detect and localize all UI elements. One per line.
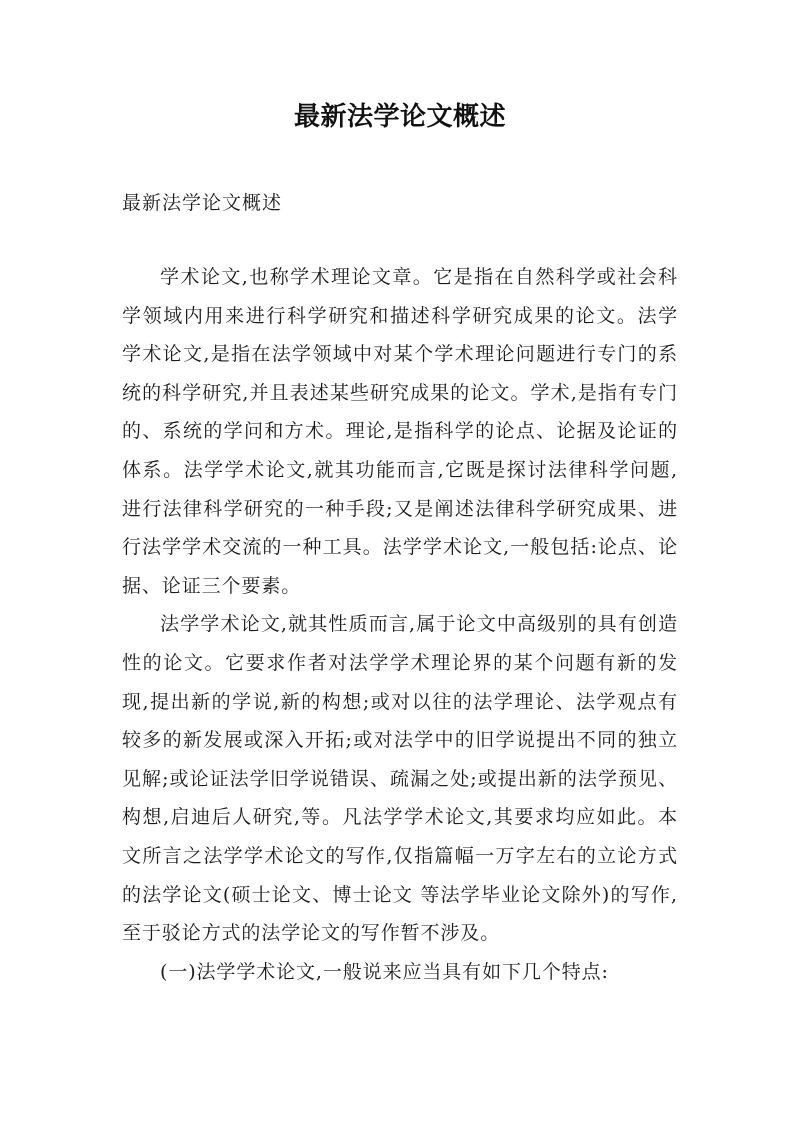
document-body	[122, 258, 678, 991]
paragraph-nature: 法学学术论文,就其性质而言,属于论文中高级别的具有创造性的论文。它要求作者对法学学术理论界的某个问题有新的发现,提出新的学说,新的构想;或对以往的法学理论、法学观点有较多的新发展或深入开拓;或对法学中的旧学说提出不同的独立见解;或论证法学旧学说错误、疏漏之处;或提出新的法学预见、构想,启迪后人研究,等。凡法学学术论文,其要求均应如此。本文所言之法学学术论文的写作,仅指篇幅一万字左右的立论方式的法学论文(硕士论文、博士论文 等法学毕业论文除外)的写作,至于驳论方式的法学论文的写作暂不涉及。	[122, 613, 678, 945]
document-subtitle: 最新法学论文概述	[122, 192, 283, 214]
document-title: 最新法学论文概述	[293, 102, 506, 132]
paragraph-features-heading: (一)法学学术论文,一般说来应当具有如下几个特点:	[160, 960, 609, 983]
paragraph-definition: 学术论文,也称学术理论文章。它是指在自然科学或社会科学领域内用来进行科学研究和描述科学研究成果的论文。法学学术论文,是指在法学领域中对某个学术理论问题进行专门的系统的科学研究,并且表述某些研究成果的论文。学术,是指有专门的、系统的学问和方术。理论,是指科学的论点、论据及论证的体系。法学学术论文,就其功能而言,它既是探讨法律科学问题,进行法律科学研究的一种手段;又是阐述法律科学研究成果、进行法学学术交流的一种工具。法学学术论文,一般包括:论点、论据、论证三个要素。	[122, 266, 678, 597]
